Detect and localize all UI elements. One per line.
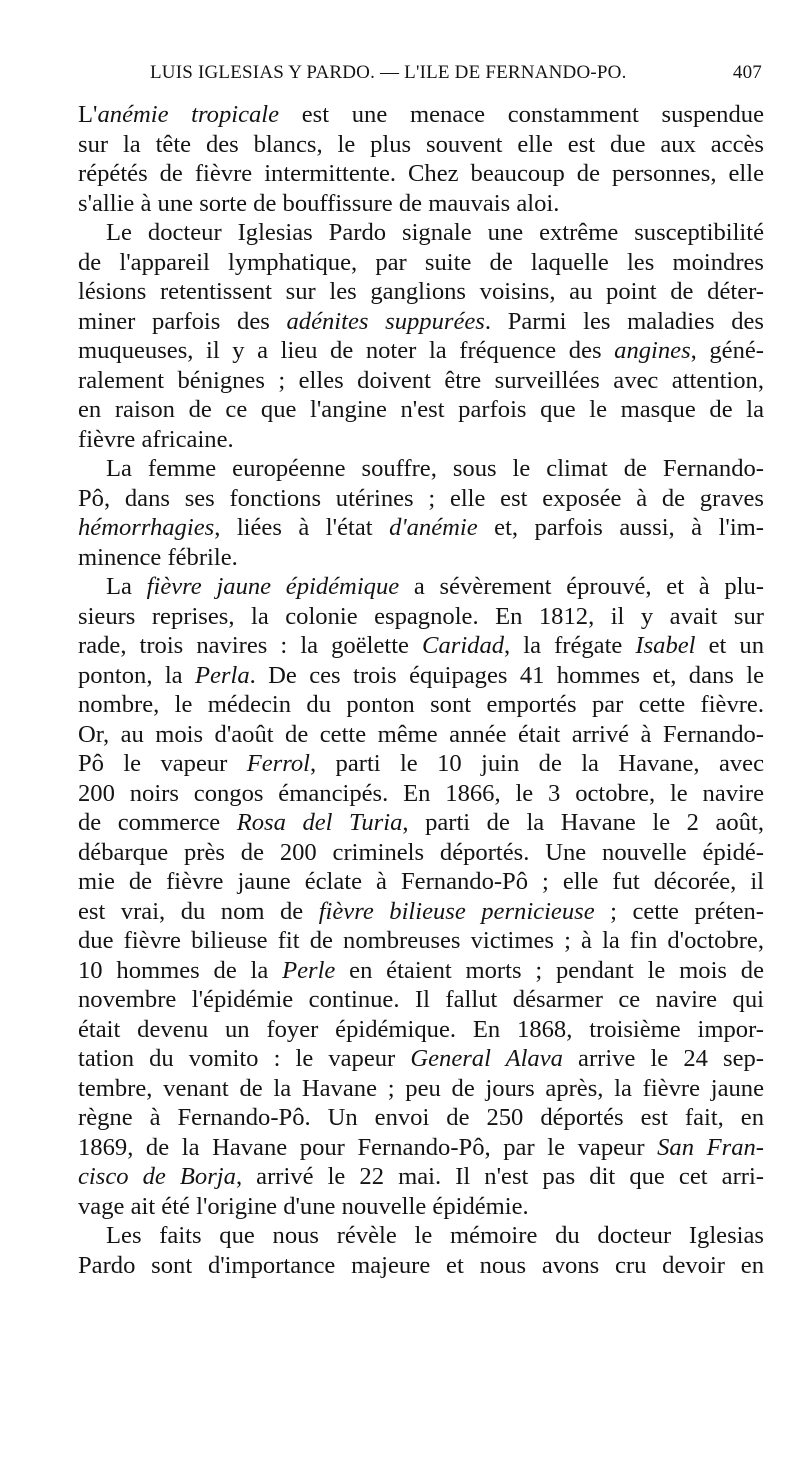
italic-text: Ferrol bbox=[246, 750, 311, 777]
italic-text: Perle bbox=[282, 956, 336, 984]
text-line bbox=[78, 1251, 764, 1281]
text-line bbox=[78, 808, 764, 838]
running-header bbox=[150, 62, 762, 84]
text-line bbox=[78, 1044, 764, 1074]
text-line bbox=[78, 956, 764, 986]
text-line bbox=[78, 985, 764, 1015]
text-segment: , liées à l'état bbox=[214, 514, 390, 541]
text-segment: Pô le vapeur bbox=[78, 750, 247, 777]
text-segment: en étaient morts ; pendant le mois de bbox=[335, 956, 764, 984]
text-line bbox=[78, 749, 764, 779]
text-segment: Pardo sont d'importance majeure et nous avons cru devoir en bbox=[78, 1251, 764, 1279]
text-segment: ralement bénignes ; elles doivent être surveillées avec attention, bbox=[78, 366, 764, 394]
text-line bbox=[78, 307, 764, 337]
text-segment: rade, trois navires : la goëlette bbox=[78, 632, 423, 659]
italic-text: Isabel bbox=[635, 632, 696, 659]
text-line bbox=[78, 1015, 764, 1045]
text-line bbox=[78, 926, 764, 956]
text-segment: sur la tête des blancs, le plus souvent elle est due aux accès bbox=[78, 130, 764, 158]
text-segment: , arrivé le 22 mai. Il n'est pas dit que cet arri- bbox=[235, 1163, 764, 1190]
text-segment: . Parmi les maladies des bbox=[484, 307, 764, 335]
italic-text: General Alava bbox=[410, 1045, 563, 1072]
text-segment: débarque près de 200 criminels déportés. Une nouvelle épidé- bbox=[78, 838, 764, 866]
text-segment: de commerce bbox=[78, 809, 237, 836]
text-line bbox=[78, 779, 764, 809]
text-line bbox=[78, 395, 764, 425]
text-segment: lésions retentissent sur les ganglions voisins, au point de déter- bbox=[78, 278, 764, 305]
text-segment: 1869, de la Havane pour Fernando-Pô, par le vapeur bbox=[78, 1133, 658, 1161]
text-line bbox=[78, 1221, 764, 1251]
text-line bbox=[78, 838, 764, 868]
text-segment: Or, au mois d'août de cette même année était arrivé à Fernando- bbox=[78, 720, 764, 748]
text-segment: . De ces trois équipages 41 hommes et, dans le bbox=[249, 661, 764, 689]
text-line bbox=[78, 1162, 764, 1192]
text-segment: Pô, dans ses fonctions utérines ; elle est exposée à de graves bbox=[78, 484, 764, 512]
text-segment: vage ait été l'origine d'une nouvelle épidémie. bbox=[78, 1192, 529, 1220]
text-line bbox=[78, 189, 764, 219]
text-segment: nombre, le médecin du ponton sont emportés par cette fièvre. bbox=[78, 691, 764, 718]
text-segment: ; cette préten- bbox=[594, 897, 764, 925]
text-line bbox=[78, 631, 764, 661]
text-segment: Les faits que nous révèle le mémoire du docteur Iglesias bbox=[106, 1222, 764, 1249]
text-line bbox=[78, 159, 764, 189]
text-segment: tembre, venant de la Havane ; peu de jours après, la fièvre jaune bbox=[78, 1074, 764, 1102]
text-line bbox=[78, 1103, 764, 1133]
text-segment: miner parfois des bbox=[78, 307, 287, 335]
text-segment: , parti de la Havane le 2 août, bbox=[402, 809, 765, 836]
text-segment: mie de fièvre jaune éclate à Fernando-Pô ; elle fut décorée, il bbox=[78, 868, 764, 895]
text-segment: La femme européenne souffre, sous le climat de Fernando- bbox=[106, 455, 764, 482]
text-segment: 200 noirs congos émancipés. En 1866, le 3 octobre, le navire bbox=[78, 779, 764, 807]
text-segment: s'allie à une sorte de bouffissure de mauvais aloi. bbox=[78, 189, 560, 217]
text-line bbox=[78, 484, 764, 514]
text-segment: fièvre africaine. bbox=[78, 425, 234, 453]
text-segment: Le docteur Iglesias Pardo signale une extrême susceptibilité bbox=[106, 219, 764, 246]
text-line bbox=[78, 248, 764, 278]
italic-text: fièvre jaune épidémique bbox=[146, 573, 400, 600]
text-segment: sieurs reprises, la colonie espagnole. En 1812, il y avait sur bbox=[78, 602, 764, 630]
text-segment: novembre l'épidémie continue. Il fallut désarmer ce navire qui bbox=[78, 986, 764, 1013]
text-line bbox=[78, 130, 764, 160]
text-line bbox=[78, 720, 764, 750]
italic-text: San Fran- bbox=[657, 1133, 764, 1161]
text-line bbox=[78, 425, 764, 455]
text-segment: est une menace constamment suspendue bbox=[279, 101, 764, 128]
italic-text: angines bbox=[614, 337, 691, 364]
text-segment: muqueuses, il y a lieu de noter la fréquence des bbox=[78, 337, 615, 364]
italic-text: d'anémie bbox=[389, 514, 478, 541]
italic-text: cisco de Borja bbox=[78, 1163, 236, 1190]
body-text bbox=[78, 100, 764, 1280]
italic-text: adénites suppurées bbox=[286, 307, 485, 335]
text-line bbox=[78, 336, 764, 366]
text-segment: due fièvre bilieuse fit de nombreuses victimes ; à la fin d'octobre, bbox=[78, 927, 764, 954]
italic-text: Rosa del Turia bbox=[236, 809, 403, 836]
text-line bbox=[78, 1133, 764, 1163]
text-line bbox=[78, 602, 764, 632]
text-segment: , parti le 10 juin de la Havane, avec bbox=[310, 750, 764, 777]
text-segment: minence fébrile. bbox=[78, 543, 238, 571]
text-segment: est vrai, du nom de bbox=[78, 897, 319, 925]
text-segment: La bbox=[106, 573, 147, 600]
text-line bbox=[78, 277, 764, 307]
text-line bbox=[78, 513, 764, 543]
text-line bbox=[78, 543, 764, 573]
italic-text: fièvre bilieuse pernicieuse bbox=[318, 897, 595, 925]
page-number: 407 bbox=[732, 62, 762, 83]
text-segment: répétés de fièvre intermittente. Chez beaucoup de personnes, elle bbox=[78, 160, 764, 187]
text-line bbox=[78, 366, 764, 396]
text-segment: de l'appareil lymphatique, par suite de laquelle les moindres bbox=[78, 248, 764, 276]
text-segment: L' bbox=[78, 101, 98, 128]
italic-text: Caridad bbox=[422, 632, 505, 659]
text-segment: était devenu un foyer épidémique. En 1868, troisième impor- bbox=[78, 1015, 764, 1043]
italic-text: anémie tropicale bbox=[97, 101, 280, 128]
text-segment: ponton, la bbox=[78, 661, 195, 689]
text-line bbox=[78, 1192, 764, 1222]
text-segment: règne à Fernando-Pô. Un envoi de 250 déportés est fait, en bbox=[78, 1104, 764, 1131]
text-line bbox=[78, 1074, 764, 1104]
text-segment: arrive le 24 sep- bbox=[562, 1045, 764, 1072]
text-line bbox=[78, 100, 764, 130]
running-title: LUIS IGLESIAS Y PARDO. — L'ILE DE FERNANDO-PO. bbox=[150, 62, 627, 83]
italic-text: hémorrhagies bbox=[78, 514, 215, 541]
text-segment: , géné- bbox=[690, 337, 764, 364]
text-line bbox=[78, 572, 764, 602]
text-segment: , la frégate bbox=[504, 632, 636, 659]
text-segment: et, parfois aussi, à l'im- bbox=[477, 514, 764, 541]
italic-text: Perla bbox=[194, 661, 250, 689]
text-segment: tation du vomito : le vapeur bbox=[78, 1045, 411, 1072]
text-line bbox=[78, 897, 764, 927]
text-line bbox=[78, 690, 764, 720]
text-segment: a sévèrement éprouvé, et à plu- bbox=[399, 573, 764, 600]
text-line bbox=[78, 867, 764, 897]
text-line bbox=[78, 218, 764, 248]
text-segment: et un bbox=[695, 632, 764, 659]
text-segment: 10 hommes de la bbox=[78, 956, 283, 984]
text-line bbox=[78, 454, 764, 484]
text-segment: en raison de ce que l'angine n'est parfois que le masque de la bbox=[78, 396, 764, 423]
text-line bbox=[78, 661, 764, 691]
